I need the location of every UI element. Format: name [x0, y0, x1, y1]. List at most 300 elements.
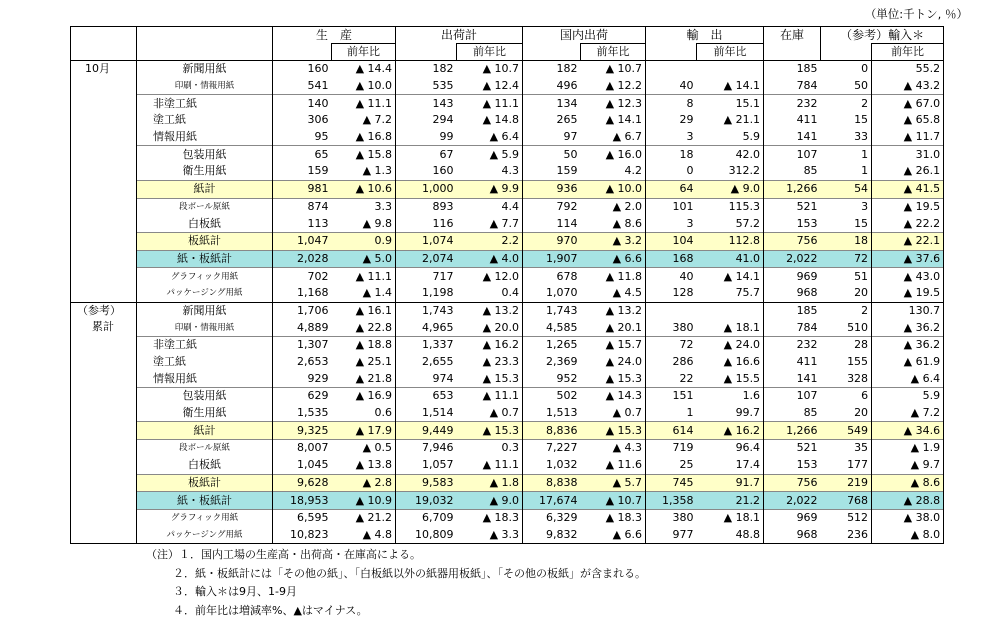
- cell-i: 85: [764, 405, 821, 422]
- cell-p: 1,047: [273, 232, 332, 250]
- cell-ey: 91.7: [697, 474, 764, 492]
- table-row: [71, 302, 944, 319]
- cell-p: 18,953: [273, 492, 332, 510]
- cell-my: ▲ 8.6: [872, 474, 944, 492]
- cell-m: 15: [854, 216, 869, 230]
- cell-my: ▲ 36.2: [872, 319, 944, 336]
- cell-my: 31.0: [872, 146, 944, 163]
- cell-e: 0: [646, 163, 697, 180]
- cell-sy: ▲ 16.2: [457, 337, 523, 354]
- table-row: [71, 370, 944, 387]
- cell-i: 521: [764, 440, 821, 457]
- cell-s: 893: [396, 198, 457, 215]
- cell-i: 521: [764, 198, 821, 215]
- cell-m: 1: [861, 164, 869, 178]
- table-row: [71, 215, 944, 232]
- cell-i: 185: [764, 302, 821, 319]
- cell-s: 10,809: [396, 527, 457, 544]
- row-name: 段ボール原紙: [137, 198, 273, 215]
- table-row: [71, 198, 944, 215]
- cell-i: 2,022: [764, 492, 821, 510]
- cell-s: 7,946: [396, 440, 457, 457]
- cell-m: 0: [821, 61, 872, 78]
- cell-e: 18: [646, 146, 697, 163]
- cell-dy: ▲ 4.3: [581, 440, 646, 457]
- cell-s: 160: [396, 163, 457, 180]
- cell-e: 64: [646, 180, 697, 198]
- cell-e: [646, 302, 697, 319]
- cell-sy: ▲ 0.7: [489, 406, 520, 420]
- row-name: グラフィック用紙: [137, 268, 273, 285]
- cell-py: ▲ 0.5: [332, 440, 396, 457]
- cell-sy: ▲ 5.9: [457, 146, 523, 163]
- cell-s: 9,583: [396, 474, 457, 492]
- cell-dy: ▲ 5.7: [581, 474, 646, 492]
- cell-e: 104: [646, 232, 697, 250]
- cell-e: 745: [646, 474, 697, 492]
- cell-s: 6,709: [396, 509, 457, 526]
- cell-d: 134: [523, 95, 581, 112]
- cell-py: ▲ 13.8: [355, 458, 393, 472]
- cell-ey: ▲ 21.1: [723, 113, 761, 127]
- header-import: （参考）輸入＊: [821, 27, 944, 44]
- cell-m: 35: [821, 440, 872, 457]
- cell-m: 155: [847, 355, 869, 369]
- cell-i: 2,022: [764, 250, 821, 268]
- cell-m: 236: [821, 527, 872, 544]
- unit-note: （単位:千トン, ％）: [864, 7, 968, 21]
- table-row: [71, 95, 944, 112]
- cell-m: 18: [821, 232, 872, 250]
- cell-p: 140: [273, 95, 332, 112]
- cell-e: [646, 61, 697, 78]
- cell-py: ▲ 16.8: [355, 130, 393, 144]
- cell-py: ▲ 17.9: [332, 422, 396, 440]
- cell-p: 160: [273, 61, 332, 78]
- header-yoy: 前年比: [457, 44, 523, 61]
- cell-dy: ▲ 24.0: [605, 355, 643, 369]
- cell-sy: ▲ 4.0: [457, 250, 523, 268]
- row-name: 塗工紙: [137, 112, 273, 129]
- cell-i: 232: [764, 95, 821, 112]
- table-row: [71, 440, 944, 457]
- table-row: [71, 232, 944, 250]
- cell-py: ▲ 16.9: [332, 388, 396, 405]
- cell-py: ▲ 10.9: [332, 492, 396, 510]
- cell-i: 1,266: [764, 180, 821, 198]
- cell-d: 1,907: [523, 250, 581, 268]
- cell-sy: 4.4: [457, 198, 523, 215]
- cell-m: 28: [821, 337, 872, 354]
- cell-py: ▲ 11.1: [332, 95, 396, 112]
- header-yoy: 前年比: [332, 44, 396, 61]
- row-name: 情報用紙: [137, 129, 273, 146]
- cell-sy: ▲ 3.3: [457, 527, 523, 544]
- cell-my: ▲ 43.2: [872, 78, 944, 95]
- cell-m: 512: [821, 509, 872, 526]
- cell-i: 969: [764, 509, 821, 526]
- cell-my: ▲ 61.9: [872, 354, 944, 371]
- cell-i: 969: [764, 268, 821, 285]
- cell-e: 286: [646, 354, 697, 371]
- cell-ey: 1.6: [697, 388, 764, 405]
- header-export: 輸 出: [646, 27, 764, 44]
- cell-p: 9,325: [273, 422, 332, 440]
- cell-e: 168: [646, 250, 697, 268]
- row-name: 衛生用紙: [137, 163, 273, 180]
- cell-sy: ▲ 10.7: [457, 61, 523, 78]
- table-row: [71, 129, 944, 146]
- row-name: 非塗工紙: [137, 337, 273, 354]
- cell-s: 1,057: [396, 457, 457, 474]
- cell-p: 113: [273, 215, 332, 232]
- cell-e: 128: [646, 285, 697, 302]
- cell-d: 50: [523, 146, 581, 163]
- table-row: [71, 250, 944, 268]
- cell-ey: ▲ 24.0: [697, 337, 764, 354]
- cell-e: 3: [646, 129, 697, 146]
- table-row: [71, 61, 944, 78]
- cell-py: ▲ 4.8: [332, 527, 396, 544]
- cell-d: 936: [523, 180, 581, 198]
- cell-s: 535: [396, 78, 457, 95]
- cell-ey: 15.1: [697, 95, 764, 112]
- paper-statistics-table: [70, 26, 944, 544]
- table-row: [71, 527, 944, 544]
- cell-my: ▲ 65.8: [872, 112, 944, 129]
- cell-ey: ▲ 15.5: [723, 371, 761, 385]
- cell-sy: ▲ 1.8: [457, 474, 523, 492]
- cell-d: 114: [523, 215, 581, 232]
- cell-m: 54: [821, 180, 872, 198]
- cell-sy: 2.2: [457, 232, 523, 250]
- cell-e: 1: [646, 405, 697, 422]
- cell-m: 328: [847, 371, 869, 385]
- cell-ey: ▲ 18.1: [697, 509, 764, 526]
- cell-p: 702: [273, 268, 332, 285]
- cell-dy: ▲ 6.6: [581, 250, 646, 268]
- cell-p: 1,307: [273, 337, 332, 354]
- cell-s: 4,965: [396, 319, 457, 336]
- cell-sy: 4.3: [501, 164, 520, 178]
- header-production: 生 産: [273, 27, 396, 44]
- cell-s: 99: [396, 129, 457, 146]
- cell-dy: ▲ 3.2: [581, 232, 646, 250]
- table-row: [71, 285, 944, 302]
- row-name: 新聞用紙: [137, 302, 273, 319]
- cell-d: 970: [523, 232, 581, 250]
- row-name: 紙・板紙計: [137, 492, 273, 510]
- table-row: [71, 509, 944, 526]
- cell-m: 3: [821, 198, 872, 215]
- header-yoy: 前年比: [581, 44, 646, 61]
- cell-p: 4,889: [273, 319, 332, 336]
- cell-d: 4,585: [523, 319, 581, 336]
- cell-m: 20: [854, 286, 869, 300]
- cell-i: 756: [764, 474, 821, 492]
- period-label: [71, 302, 137, 544]
- cell-sy: ▲ 15.3: [457, 422, 523, 440]
- cell-p: 1,706: [273, 302, 332, 319]
- cell-p: 8,007: [273, 440, 332, 457]
- cell-p: 9,628: [273, 474, 332, 492]
- table-row: [71, 146, 944, 163]
- cell-i: 153: [764, 457, 821, 474]
- cell-i: 756: [764, 232, 821, 250]
- row-name: 白板紙: [137, 457, 273, 474]
- header-row-2: [71, 44, 944, 61]
- cell-s: 143: [396, 95, 457, 112]
- cell-p: 6,595: [273, 509, 332, 526]
- cell-ey: 48.8: [697, 527, 764, 544]
- cell-ey: 112.8: [697, 232, 764, 250]
- cell-py: ▲ 15.8: [332, 146, 396, 163]
- cell-e: 151: [646, 388, 697, 405]
- cell-py: 0.6: [374, 406, 393, 420]
- header-yoy: 前年比: [872, 44, 944, 61]
- cell-my: ▲ 11.7: [872, 129, 944, 146]
- cell-s: 182: [396, 61, 457, 78]
- cell-ey: 17.4: [735, 458, 761, 472]
- cell-d: 182: [523, 61, 581, 78]
- cell-sy: ▲ 12.4: [482, 79, 520, 93]
- cell-s: 653: [396, 388, 457, 405]
- cell-my: ▲ 9.7: [872, 457, 944, 474]
- header-yoy: 前年比: [697, 44, 764, 61]
- cell-my: ▲ 7.2: [872, 405, 944, 422]
- cell-d: 2,369: [523, 354, 581, 371]
- cell-i: 232: [764, 337, 821, 354]
- cell-d: 7,227: [523, 440, 581, 457]
- cell-py: ▲ 25.1: [355, 355, 393, 369]
- cell-sy: ▲ 20.0: [482, 320, 520, 334]
- cell-dy: ▲ 10.0: [581, 180, 646, 198]
- cell-dy: ▲ 6.7: [612, 130, 643, 144]
- cell-p: 95: [273, 129, 332, 146]
- cell-my: ▲ 6.4: [872, 370, 944, 387]
- cell-e: 614: [646, 422, 697, 440]
- cell-m: 15: [854, 113, 869, 127]
- cell-e: 101: [646, 198, 697, 215]
- cell-d: 678: [523, 268, 581, 285]
- cell-m: 510: [847, 320, 869, 334]
- row-name: 印刷・情報用紙: [137, 319, 273, 336]
- cell-s: 717: [396, 268, 457, 285]
- cell-e: 25: [646, 457, 697, 474]
- cell-sy: 0.3: [457, 440, 523, 457]
- cell-py: ▲ 1.3: [362, 164, 393, 178]
- table-row: [71, 492, 944, 510]
- table-row: [71, 474, 944, 492]
- cell-dy: ▲ 16.0: [581, 146, 646, 163]
- row-name: 紙計: [137, 180, 273, 198]
- cell-ey: 115.3: [697, 198, 764, 215]
- cell-p: 874: [273, 198, 332, 215]
- cell-i: 185: [764, 61, 821, 78]
- cell-py: ▲ 7.2: [362, 113, 393, 127]
- cell-ey: 5.9: [742, 130, 761, 144]
- cell-i: 784: [764, 319, 821, 336]
- cell-m: 33: [854, 130, 869, 144]
- cell-p: 1,045: [273, 457, 332, 474]
- cell-dy: ▲ 2.0: [581, 198, 646, 215]
- cell-my: ▲ 26.1: [872, 163, 944, 180]
- cell-dy: ▲ 14.3: [581, 388, 646, 405]
- cell-s: 116: [396, 215, 457, 232]
- cell-m: 2: [821, 95, 872, 112]
- table-row: [71, 354, 944, 371]
- cell-ey: [697, 61, 764, 78]
- cell-d: 1,513: [523, 405, 581, 422]
- cell-i: 411: [764, 354, 821, 371]
- cell-my: ▲ 43.0: [872, 268, 944, 285]
- cell-e: 40: [646, 268, 697, 285]
- cell-py: 0.9: [332, 232, 396, 250]
- table-row: [71, 163, 944, 180]
- cell-dy: ▲ 12.2: [605, 79, 643, 93]
- row-name: 衛生用紙: [137, 405, 273, 422]
- cell-dy: ▲ 20.1: [605, 320, 643, 334]
- cell-dy: ▲ 13.2: [581, 302, 646, 319]
- header-inventory: 在庫: [764, 27, 821, 44]
- row-name: 板紙計: [137, 474, 273, 492]
- cell-s: 2,074: [396, 250, 457, 268]
- cell-ey: ▲ 18.1: [723, 320, 761, 334]
- cell-ey: ▲ 16.6: [723, 355, 761, 369]
- row-name: 紙・板紙計: [137, 250, 273, 268]
- cell-m: 51: [821, 268, 872, 285]
- row-name: 包装用紙: [137, 146, 273, 163]
- cell-d: 496: [523, 78, 581, 95]
- cell-dy: ▲ 10.7: [581, 492, 646, 510]
- note-1: （注）１．国内工場の生産高・出荷高・在庫高による。: [146, 548, 421, 561]
- header-row-1: [71, 27, 944, 44]
- cell-d: 1,265: [523, 337, 581, 354]
- cell-e: 72: [646, 337, 697, 354]
- row-name: 情報用紙: [137, 370, 273, 387]
- cell-e: 8: [646, 95, 697, 112]
- cell-m: 20: [854, 406, 869, 420]
- cell-py: ▲ 21.2: [332, 509, 396, 526]
- cell-sy: ▲ 11.1: [457, 95, 523, 112]
- cell-py: ▲ 16.1: [332, 302, 396, 319]
- cell-i: 107: [764, 388, 821, 405]
- cell-sy: ▲ 14.8: [482, 113, 520, 127]
- cell-s: 19,032: [396, 492, 457, 510]
- cell-sy: ▲ 18.3: [457, 509, 523, 526]
- cell-d: 265: [523, 112, 581, 129]
- cell-i: 141: [764, 370, 821, 387]
- cell-m: 549: [821, 422, 872, 440]
- table-row: [71, 405, 944, 422]
- row-name: パッケージング用紙: [137, 285, 273, 302]
- row-name: 包装用紙: [137, 388, 273, 405]
- cell-dy: ▲ 0.7: [612, 406, 643, 420]
- cell-ey: [697, 302, 764, 319]
- cell-d: 6,329: [523, 509, 581, 526]
- cell-my: ▲ 22.2: [872, 215, 944, 232]
- cell-my: ▲ 19.5: [872, 285, 944, 302]
- cell-i: 107: [764, 146, 821, 163]
- cell-py: ▲ 11.1: [332, 268, 396, 285]
- cell-py: ▲ 9.8: [362, 216, 393, 230]
- cell-dy: ▲ 14.1: [605, 113, 643, 127]
- row-name: 紙計: [137, 422, 273, 440]
- cell-ey: 96.4: [697, 440, 764, 457]
- cell-dy: ▲ 4.5: [612, 286, 643, 300]
- cell-my: ▲ 41.5: [872, 180, 944, 198]
- cell-s: 1,514: [396, 405, 457, 422]
- cell-p: 541: [273, 78, 332, 95]
- table-row: [71, 180, 944, 198]
- cell-p: 629: [273, 388, 332, 405]
- cell-p: 1,535: [273, 405, 332, 422]
- cell-e: 3: [646, 215, 697, 232]
- row-name: 印刷・情報用紙: [137, 78, 273, 95]
- cell-py: 3.3: [332, 198, 396, 215]
- table-row: [71, 268, 944, 285]
- cell-s: 1,000: [396, 180, 457, 198]
- table-row: [71, 78, 944, 95]
- cell-py: ▲ 18.8: [332, 337, 396, 354]
- cell-d: 97: [523, 129, 581, 146]
- cell-dy: ▲ 15.7: [581, 337, 646, 354]
- cell-py: ▲ 2.8: [332, 474, 396, 492]
- cell-p: 10,823: [273, 527, 332, 544]
- cell-sy: ▲ 11.1: [482, 458, 520, 472]
- cell-ey: 42.0: [697, 146, 764, 163]
- cell-my: ▲ 8.0: [872, 527, 944, 544]
- cell-ey: 75.7: [735, 286, 761, 300]
- cell-ey: 312.2: [728, 164, 761, 178]
- cell-sy: ▲ 9.0: [457, 492, 523, 510]
- row-name: 板紙計: [137, 232, 273, 250]
- cell-py: ▲ 10.6: [332, 180, 396, 198]
- cell-py: ▲ 14.4: [332, 61, 396, 78]
- cell-sy: 0.4: [501, 286, 520, 300]
- cell-s: 9,449: [396, 422, 457, 440]
- table-row: [71, 112, 944, 129]
- cell-ey: 99.7: [735, 406, 761, 420]
- cell-my: ▲ 19.5: [872, 198, 944, 215]
- table-row: [71, 457, 944, 474]
- cell-sy: ▲ 13.2: [457, 302, 523, 319]
- cell-dy: ▲ 18.3: [581, 509, 646, 526]
- cell-p: 981: [273, 180, 332, 198]
- cell-s: 1,337: [396, 337, 457, 354]
- row-name: 新聞用紙: [137, 61, 273, 78]
- cell-dy: ▲ 12.3: [581, 95, 646, 112]
- header-domestic: 国内出荷: [523, 27, 646, 44]
- cell-ey: 57.2: [735, 216, 761, 230]
- cell-dy: ▲ 6.6: [581, 527, 646, 544]
- cell-py: ▲ 1.4: [362, 286, 393, 300]
- cell-i: 1,266: [764, 422, 821, 440]
- cell-my: 5.9: [872, 388, 944, 405]
- cell-d: 159: [523, 163, 581, 180]
- cell-s: 1,198: [396, 285, 457, 302]
- cell-sy: ▲ 23.3: [482, 355, 520, 369]
- cell-s: 67: [396, 146, 457, 163]
- notes: [146, 546, 646, 620]
- table-row: [71, 388, 944, 405]
- cell-my: ▲ 67.0: [872, 95, 944, 112]
- cell-dy: 4.2: [624, 164, 643, 178]
- cell-e: 380: [646, 319, 697, 336]
- cell-ey: ▲ 16.2: [697, 422, 764, 440]
- cell-my: ▲ 34.6: [872, 422, 944, 440]
- cell-dy: ▲ 8.6: [612, 216, 643, 230]
